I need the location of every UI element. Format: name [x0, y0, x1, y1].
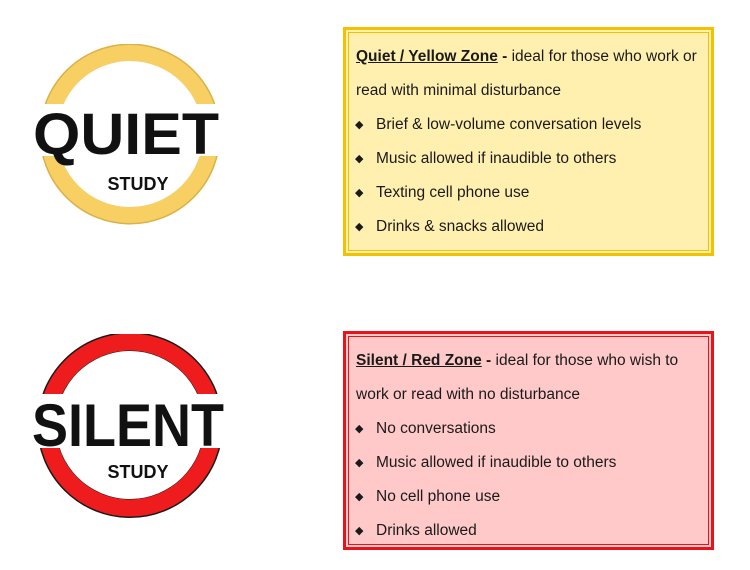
silent-zone-title: Silent / Red Zone	[356, 352, 482, 369]
quiet-sign-subtitle: STUDY	[107, 174, 169, 194]
diamond-bullet-icon: ◆	[355, 221, 364, 233]
quiet-rule-text: Brief & low-volume conversation levels	[376, 116, 642, 133]
silent-rule-text: No cell phone use	[376, 488, 501, 505]
list-item	[352, 210, 701, 244]
quiet-zone-title: Quiet / Yellow Zone	[356, 48, 498, 65]
quiet-rules-list	[352, 108, 701, 244]
quiet-zone-box	[343, 27, 714, 256]
quiet-zone-dash: -	[497, 48, 512, 65]
silent-sign-subtitle: STUDY	[107, 462, 169, 482]
silent-rule-text: No conversations	[376, 420, 496, 437]
quiet-rule-text: Texting cell phone use	[376, 184, 530, 201]
diamond-bullet-icon: ◆	[355, 423, 364, 435]
diamond-bullet-icon: ◆	[355, 153, 364, 165]
quiet-study-sign	[28, 44, 233, 229]
list-item	[352, 108, 701, 142]
list-item	[352, 176, 701, 210]
diamond-bullet-icon: ◆	[355, 525, 364, 537]
silent-zone-heading	[356, 344, 701, 412]
list-item	[352, 446, 701, 480]
diamond-bullet-icon: ◆	[355, 187, 364, 199]
silent-rule-text: Music allowed if inaudible to others	[376, 454, 617, 471]
diamond-bullet-icon: ◆	[355, 119, 364, 131]
silent-sign-word: SILENT	[32, 392, 224, 459]
list-item	[352, 480, 701, 514]
silent-study-sign	[28, 334, 233, 524]
quiet-zone-description: ideal for those who work or read with minimal disturbance	[356, 48, 697, 99]
diamond-bullet-icon: ◆	[355, 491, 364, 503]
silent-zone-description: ideal for those who wish to work or read with no disturbance	[356, 352, 679, 403]
list-item	[352, 142, 701, 176]
silent-zone-box	[343, 331, 714, 550]
diamond-bullet-icon: ◆	[355, 457, 364, 469]
list-item	[352, 412, 701, 446]
list-item	[352, 514, 701, 548]
quiet-sign-word: QUIET	[33, 102, 219, 167]
quiet-rule-text: Drinks & snacks allowed	[376, 218, 544, 235]
quiet-rule-text: Music allowed if inaudible to others	[376, 150, 617, 167]
silent-zone-dash: -	[481, 352, 496, 369]
quiet-zone-heading	[356, 40, 701, 108]
silent-rules-list	[352, 412, 701, 548]
silent-rule-text: Drinks allowed	[376, 522, 477, 539]
